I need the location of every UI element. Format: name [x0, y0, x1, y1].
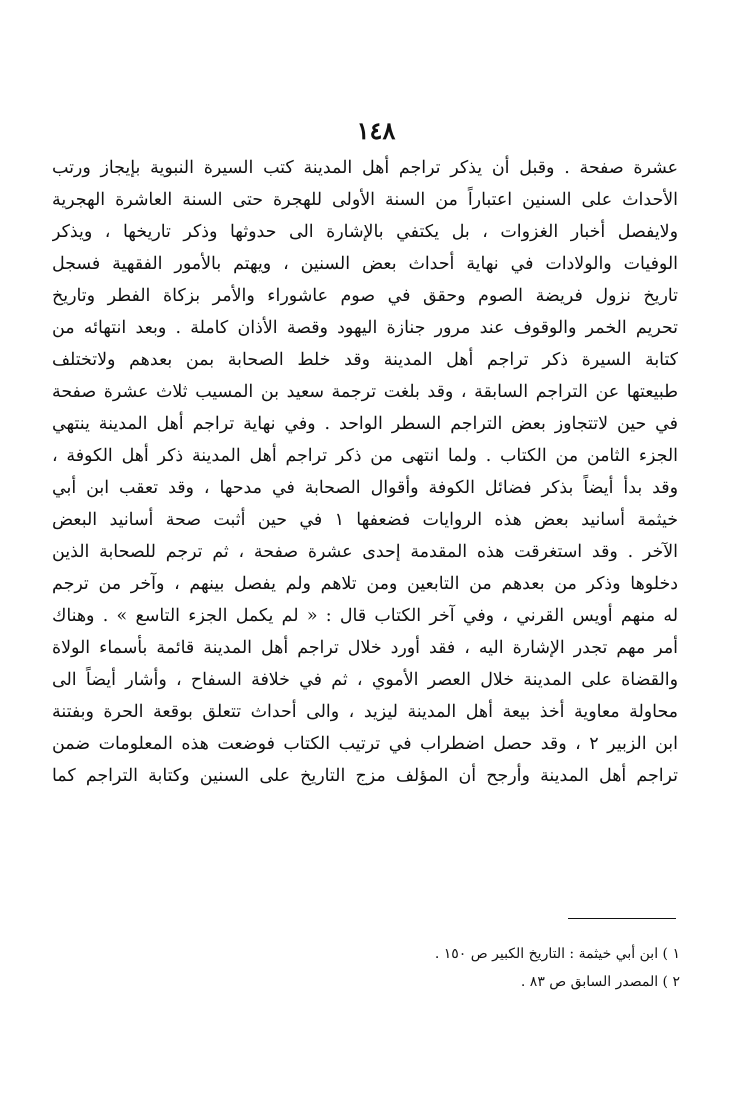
- footnotes: [100, 940, 680, 996]
- text-line: له منهم أويس القرني ، وفي آخر الكتاب قال : « لم يكمل الجزء التاسع » . وهناك: [52, 606, 678, 626]
- text-line: طبيعتها عن التراجم السابقة ، وقد بلغت ترجمة سعيد بن المسيب ثلاث عشرة صفحة: [52, 382, 678, 402]
- text-line: الجزء الثامن من الكتاب . ولما انتهى من ذكر تراجم أهل المدينة ذكر أهل الكوفة ،: [52, 446, 678, 466]
- footnote: ٢ ) المصدر السابق ص ٨٣ .: [520, 974, 680, 990]
- text-line: الأحداث على السنين اعتباراً من السنة الأولى للهجرة حتى السنة العاشرة الهجرية: [52, 190, 678, 210]
- text-line: دخلوها وذكر من بعدهم من التابعين ومن تلاهم ولم يفصل بينهم ، وآخر من ترجم: [52, 574, 678, 594]
- footnote-separator: [568, 918, 676, 919]
- text-line: كتابة السيرة ذكر تراجم أهل المدينة وقد خلط الصحابة بمن بعدهم ولاتختلف: [52, 350, 678, 370]
- text-line: خيثمة أسانيد بعض هذه الروايات فضعفها ١ في حين أثبت صحة أسانيد البعض: [52, 510, 678, 530]
- page-number: ١٤٨: [356, 116, 396, 145]
- text-line: عشرة صفحة . وقبل أن يذكر تراجم أهل المدينة كتب السيرة النبوية بإيجاز ورتب: [52, 158, 678, 178]
- text-line: تراجم أهل المدينة وأرجح أن المؤلف مزج التاريخ على السنين وكتابة التراجم كما: [52, 766, 678, 786]
- body-text: [52, 152, 678, 792]
- text-line: والقضاة على المدينة خلال العصر الأموي ، ثم في خلافة السفاح ، وأشار أيضاً الى: [52, 670, 678, 690]
- text-line: الوفيات والولادات في نهاية أحداث بعض السنين ، ويهتم بالأمور الفقهية فسجل: [52, 254, 678, 274]
- text-line: أمر مهم تجدر الإشارة اليه ، فقد أورد خلال تراجم أهل المدينة قائمة بأسماء الولاة: [52, 638, 678, 658]
- text-line: محاولة معاوية أخذ بيعة أهل المدينة ليزيد ، والى أحداث تتعلق بوقعة الحرة وبفتنة: [52, 702, 678, 722]
- text-line: الآخر . وقد استغرقت هذه المقدمة إحدى عشرة صفحة ، ثم ترجم للصحابة الذين: [52, 542, 678, 562]
- footnote: ١ ) ابن أبي خيثمة : التاريخ الكبير ص ١٥٠ .: [434, 946, 680, 962]
- text-line: تحريم الخمر والوقوف عند مرور جنازة اليهود وقصة الأذان كاملة . وبعد انتهائه من: [52, 318, 678, 338]
- text-line: في حين لاتتجاوز بعض التراجم السطر الواحد . وفي نهاية تراجم أهل المدينة ينتهي: [52, 414, 678, 434]
- text-line: ولايفصل أخبار الغزوات ، بل يكتفي بالإشارة الى حدوثها وذكر تاريخها ، ويذكر: [52, 222, 678, 242]
- text-line: ابن الزبير ٢ ، وقد حصل اضطراب في ترتيب الكتاب فوضعت هذه المعلومات ضمن: [52, 734, 678, 754]
- text-line: تاريخ نزول فريضة الصوم وحقق في صوم عاشوراء والأمر بزكاة الفطر وتاريخ: [52, 286, 678, 306]
- text-line: وقد بدأ أيضاً بذكر فضائل الكوفة وأقوال الصحابة في مدحها ، وقد تعقب ابن أبي: [52, 478, 678, 498]
